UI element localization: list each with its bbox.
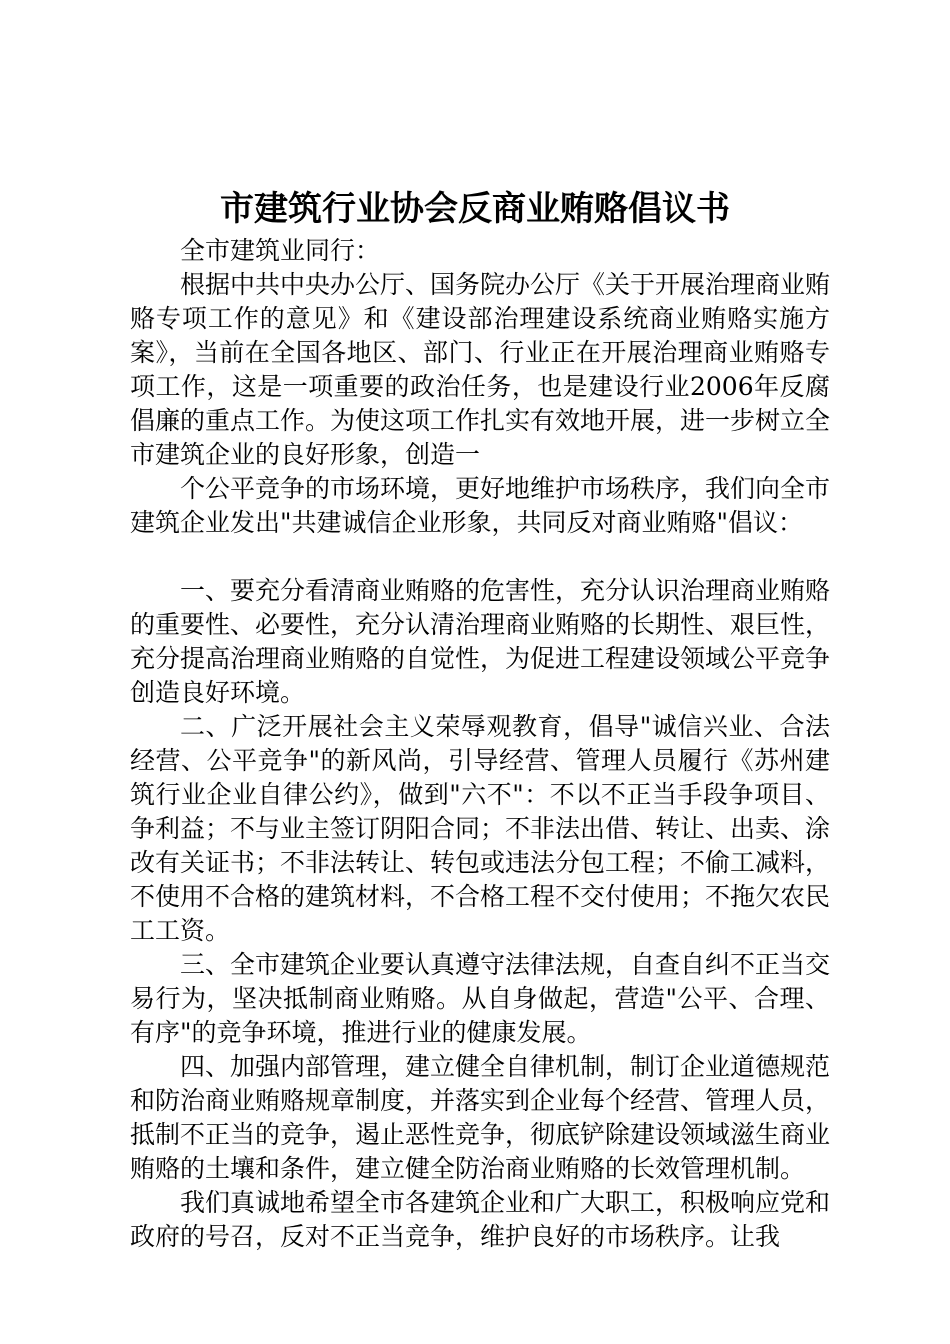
paragraph: 一、要充分看清商业贿赂的危害性，充分认识治理商业贿赂的重要性、必要性，充分认清治理商业贿赂的长期性、艰巨性，充分提高治理商业贿赂的自觉性，为促进工程建设领域公平竞争创造良好环境。 bbox=[130, 576, 831, 707]
paragraph: 四、加强内部管理，建立健全自律机制，制订企业道德规范和防治商业贿赂规章制度，并落实到企业每个经营、管理人员，抵制不正当的竞争，遏止恶性竞争，彻底铲除建设领域滋生商业贿赂的土壤和条件，建立健全防治商业贿赂的长效管理机制。 bbox=[130, 1052, 831, 1183]
document-body bbox=[130, 234, 830, 1254]
paragraph: 三、全市建筑企业要认真遵守法律法规，自查自纠不正当交易行为，坚决抵制商业贿赂。从自身做起，营造"公平、合理、有序"的竞争环境，推进行业的健康发展。 bbox=[130, 950, 831, 1047]
paragraph: 个公平竞争的市场环境，更好地维护市场秩序，我们向全市建筑企业发出"共建诚信企业形象，共同反对商业贿赂"倡议： bbox=[130, 474, 831, 537]
paragraph: 二、广泛开展社会主义荣辱观教育，倡导"诚信兴业、合法经营、公平竞争"的新风尚，引导经营、管理人员履行《苏州建筑行业企业自律公约》，做到"六不"：不以不正当手段争项目、争利益；不与业主签订阴阳合同；不非法出借、转让、出卖、涂改有关证书；不非法转让、转包或违法分包工程；不偷工减料，不使用不合格的建筑材料，不合格工程不交付使用；不拖欠农民工工资。 bbox=[130, 712, 831, 945]
document-title: 市建筑行业协会反商业贿赂倡议书 bbox=[220, 189, 730, 229]
greeting: 全市建筑业同行： bbox=[180, 236, 381, 265]
paragraph: 根据中共中央办公厅、国务院办公厅《关于开展治理商业贿赂专项工作的意见》和《建设部治理建设系统商业贿赂实施方案》，当前在全国各地区、部门、行业正在开展治理商业贿赂专项工作，这是一项重要的政治任务，也是建设行业2006年反腐倡廉的重点工作。为使这项工作扎实有效地开展，进一步树立全市建筑企业的良好形象，创造一 bbox=[130, 270, 831, 469]
paragraph: 我们真诚地希望全市各建筑企业和广大职工，积极响应党和政府的号召，反对不正当竞争，维护良好的市场秩序。让我 bbox=[130, 1188, 831, 1251]
